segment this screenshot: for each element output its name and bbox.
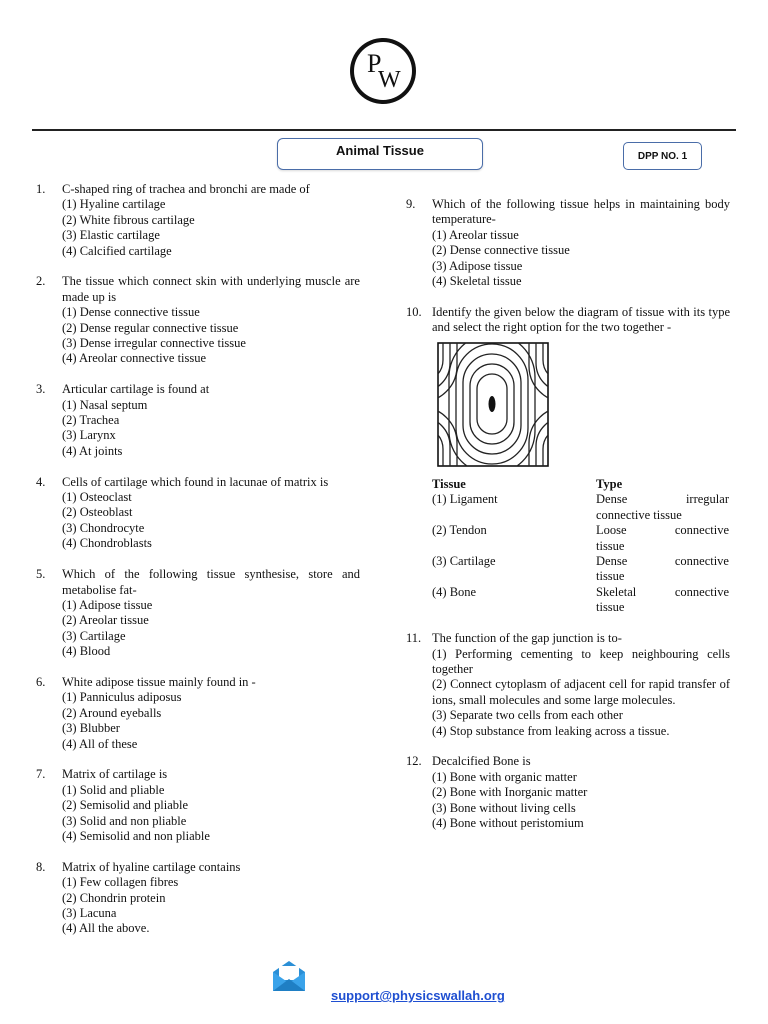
option: (1) Bone with organic matter — [432, 769, 577, 784]
question-number: 6. — [36, 674, 46, 689]
table-cell-type: Loose connective tissue — [596, 523, 729, 553]
page-title: Animal Tissue — [277, 138, 483, 170]
table-cell-type: Dense connective tissue — [596, 554, 729, 584]
option: (2) Bone with Inorganic matter — [432, 785, 588, 800]
table-row — [432, 585, 729, 616]
option: (2) Semisolid and pliable — [62, 798, 189, 813]
option: (3) Elastic cartilage — [62, 228, 160, 243]
table-cell-tissue: (2) Tendon — [432, 523, 487, 538]
option: (4) Calcified cartilage — [62, 243, 172, 258]
table-header-tissue: Tissue — [432, 477, 466, 492]
question-11 — [406, 631, 730, 739]
question-1 — [36, 182, 360, 259]
question-9 — [406, 197, 730, 289]
question-text: Which of the following tissue synthesise, store and metabolise fat- — [62, 567, 360, 597]
option: (4) Chondroblasts — [62, 536, 152, 551]
question-number: 10. — [406, 304, 422, 319]
option: (3) Cartilage — [62, 628, 126, 643]
pw-logo — [350, 38, 416, 104]
dpp-number: DPP NO. 1 — [623, 142, 702, 170]
question-text: Identify the given below the diagram of tissue with its type and select the right option for the two together - — [432, 304, 730, 335]
option: (4) Bone without peristomium — [432, 815, 584, 830]
option: (3) Adipose tissue — [432, 258, 523, 273]
question-text: White adipose tissue mainly found in - — [62, 674, 256, 689]
question-text: The tissue which connect skin with underlying muscle are made up is — [62, 274, 360, 304]
question-number: 4. — [36, 474, 46, 489]
option: (2) Trachea — [62, 413, 120, 428]
option: (1) Dense connective tissue — [62, 305, 200, 320]
question-text: C-shaped ring of trachea and bronchi are made of — [62, 182, 310, 196]
logo-letter-w: W — [378, 67, 401, 93]
question-number: 3. — [36, 382, 46, 397]
option: (3) Bone without living cells — [432, 800, 576, 815]
option: (3) Blubber — [62, 721, 120, 736]
question-text: Which of the following tissue helps in maintaining body temperature- — [432, 197, 730, 227]
option: (4) All the above. — [62, 921, 150, 936]
option: (1) Hyaline cartilage — [62, 197, 166, 212]
table-cell-tissue: (4) Bone — [432, 584, 477, 599]
option: (3) Separate two cells from each other — [432, 708, 623, 723]
question-2 — [36, 274, 360, 366]
option: (1) Few collagen fibres — [62, 875, 179, 890]
logo-letter-p: P — [367, 49, 382, 78]
question-7 — [36, 767, 360, 844]
question-5 — [36, 567, 360, 659]
option: (2) Chondrin protein — [62, 890, 166, 905]
option: (4) At joints — [62, 443, 123, 458]
question-3 — [36, 382, 360, 459]
option: (3) Larynx — [62, 428, 116, 443]
option: (2) White fibrous cartilage — [62, 212, 195, 227]
table-cell-type: Dense irregular connective tissue — [596, 492, 729, 522]
option: (1) Nasal septum — [62, 397, 148, 412]
question-number: 1. — [36, 182, 46, 196]
question-4 — [36, 475, 360, 552]
header-rule — [32, 129, 736, 131]
table-cell-type: Skeletal connective tissue — [596, 584, 729, 615]
option: (4) Areolar connective tissue — [62, 351, 207, 366]
option: (3) Dense irregular connective tissue — [62, 336, 246, 351]
question-number: 5. — [36, 567, 46, 582]
table-row — [432, 523, 729, 554]
option: (1) Osteoclast — [62, 490, 132, 505]
question-text: Articular cartilage is found at — [62, 382, 210, 397]
option: (1) Adipose tissue — [62, 597, 153, 612]
option: (4) All of these — [62, 736, 138, 751]
option: (1) Areolar tissue — [432, 227, 519, 242]
left-column — [36, 182, 360, 937]
option: (2) Dense regular connective tissue — [62, 320, 239, 335]
option: (2) Dense connective tissue — [432, 243, 570, 258]
option: (3) Solid and non pliable — [62, 813, 187, 828]
option: (2) Connect cytoplasm of adjacent cell for rapid transfer of ions, small molecules and some large molecules. — [432, 677, 730, 707]
table-row — [432, 554, 729, 585]
question-number: 11. — [406, 631, 422, 646]
question-12 — [406, 754, 730, 831]
option: (3) Lacuna — [62, 905, 117, 920]
option: (3) Chondrocyte — [62, 520, 145, 535]
question-text: Cells of cartilage which found in lacunae of matrix is — [62, 474, 329, 489]
question-6 — [36, 675, 360, 752]
table-cell-tissue: (3) Cartilage — [432, 554, 496, 569]
option: (4) Semisolid and non pliable — [62, 828, 210, 843]
option: (4) Blood — [62, 644, 111, 659]
question-text: Matrix of cartilage is — [62, 767, 168, 782]
question-8 — [36, 860, 360, 937]
table-row — [432, 492, 729, 523]
support-email-link[interactable]: support@physicswallah.org — [331, 988, 505, 1003]
option: (4) Stop substance from leaking across a tissue. — [432, 723, 670, 738]
option: (2) Around eyeballs — [62, 705, 162, 720]
question-text: Matrix of hyaline cartilage contains — [62, 859, 241, 874]
option: (1) Performing cementing to keep neighbouring cells together — [432, 646, 730, 676]
option: (2) Areolar tissue — [62, 613, 149, 628]
question-number: 9. — [406, 197, 416, 211]
table-cell-tissue: (1) Ligament — [432, 492, 498, 507]
table-header-type: Type — [596, 477, 623, 492]
question-number: 2. — [36, 274, 46, 289]
option: (4) Skeletal tissue — [432, 274, 522, 289]
question-number: 8. — [36, 859, 46, 874]
option: (1) Panniculus adiposus — [62, 690, 182, 705]
question-number: 7. — [36, 767, 46, 782]
question-10 — [406, 305, 730, 616]
right-column — [406, 197, 730, 831]
option: (2) Osteoblast — [62, 505, 133, 520]
q10-options-table — [432, 477, 729, 616]
tissue-diagram — [437, 342, 549, 467]
question-number: 12. — [406, 754, 422, 769]
question-text: Decalcified Bone is — [432, 754, 531, 769]
option: (1) Solid and pliable — [62, 782, 165, 797]
question-text: The function of the gap junction is to- — [432, 631, 622, 646]
envelope-icon — [271, 960, 307, 992]
